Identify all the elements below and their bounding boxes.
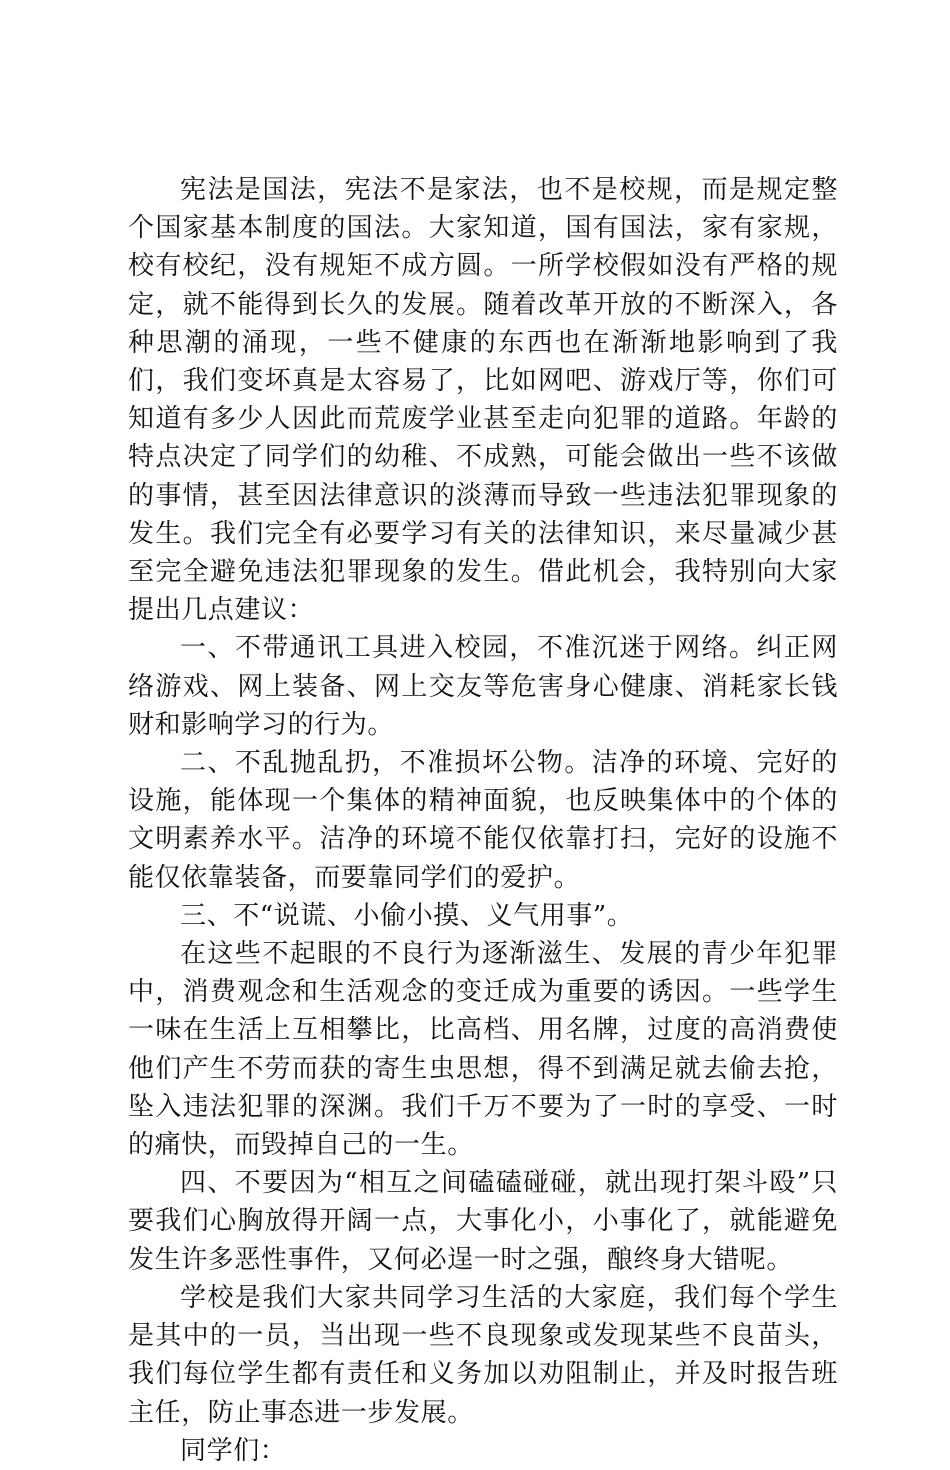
paragraph-suggestion-3: 三、不“说谎、小偷小摸、义气用事”。 bbox=[180, 900, 634, 931]
paragraph-consumption: 在这些不起眼的不良行为逐渐滋生、发展的青少年犯罪中，消费观念和生活观念的变迁成为重要的诱因。一些学生一味在生活上互相攀比，比高档、用名牌，过度的高消费使他们产生不劳而获的寄生虫思想，得不到满足就去偷去抢，坠入违法犯罪的深渊。我们千万不要为了一时的享受、一时的痛快，而毁掉自己的一生。 bbox=[128, 939, 838, 1161]
paragraph-school-family: 学校是我们大家共同学习生活的大家庭，我们每个学生是其中的一员，当出现一些不良现象或发现某些不良苗头，我们每位学生都有责任和义务加以劝阻制止，并及时报告班主任，防止事态进一步发展。 bbox=[128, 1282, 838, 1428]
document-body bbox=[128, 171, 838, 1470]
paragraph-suggestion-2: 二、不乱抛乱扔，不准损坏公物。洁净的环境、完好的设施，能体现一个集体的精神面貌，也反映集体中的个体的文明素养水平。洁净的环境不能仅依靠打扫，完好的设施不能仅依靠装备，而要靠同学们的爱护。 bbox=[128, 748, 838, 893]
paragraph-suggestion-4: 四、不要因为“相互之间磕磕碰碰，就出现打架斗殴”只要我们心胸放得开阔一点，大事化小，小事化了，就能避免发生许多恶性事件，又何必逞一时之强，酿终身大错呢。 bbox=[128, 1168, 838, 1275]
paragraph-intro: 宪法是国法，宪法不是家法，也不是校规，而是规定整个国家基本制度的国法。大家知道，国有国法，家有家规，校有校纪，没有规矩不成方圆。一所学校假如没有严格的规定，就不能得到长久的发展。随着改革开放的不断深入，各种思潮的涌现，一些不健康的东西也在渐渐地影响到了我们，我们变坏真是太容易了，比如网吧、游戏厅等，你们可知道有多少人因此而荒废学业甚至走向犯罪的道路。年龄的特点决定了同学们的幼稚、不成熟，可能会做出一些不该做的事情，甚至因法律意识的淡薄而导致一些违法犯罪现象的发生。我们完全有必要学习有关的法律知识，来尽量减少甚至完全避免违法犯罪现象的发生。借此机会，我特别向大家提出几点建议： bbox=[128, 175, 838, 626]
paragraph-suggestion-1: 一、不带通讯工具进入校园，不准沉迷于网络。纠正网络游戏、网上装备、网上交友等危害身心健康、消耗家长钱财和影响学习的行为。 bbox=[128, 633, 838, 740]
paragraph-closing-salutation: 同学们： bbox=[180, 1435, 287, 1466]
